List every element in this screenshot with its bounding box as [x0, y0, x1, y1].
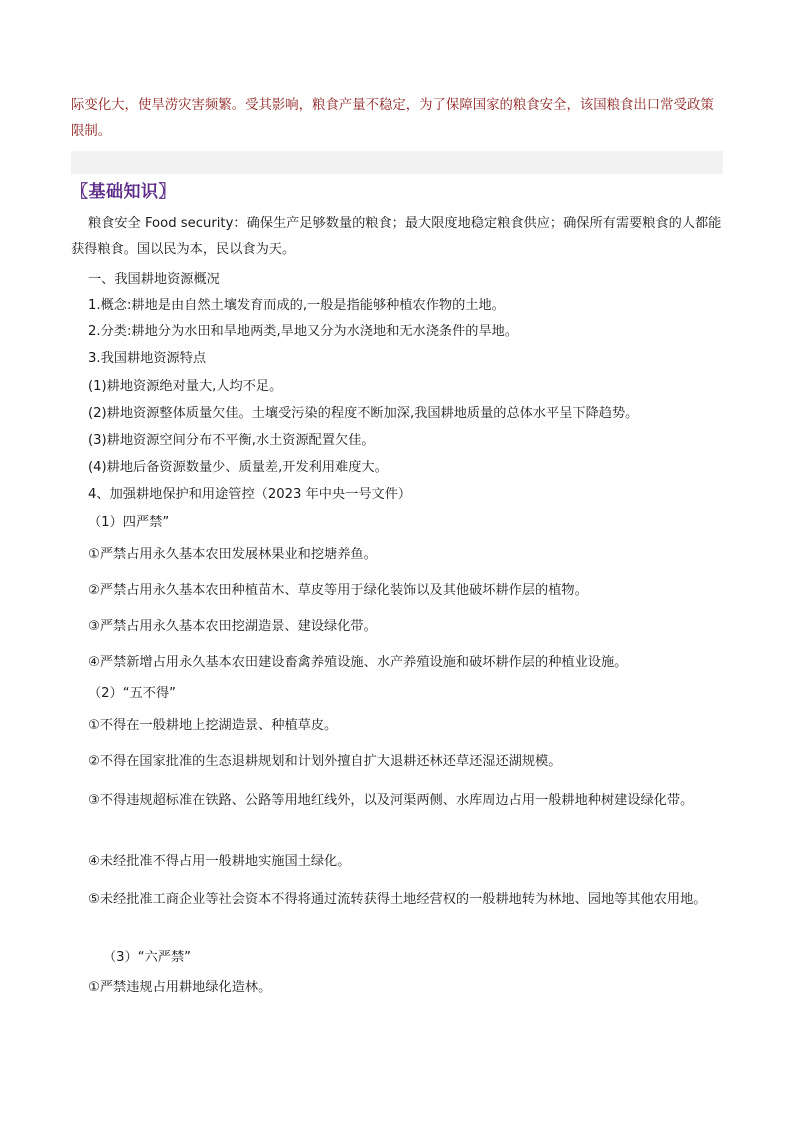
paragraph-feature-4: (4)耕地后备资源数量少、质量差,开发利用难度大。	[88, 460, 388, 475]
section-heading: 〖基础知识〗	[71, 182, 176, 202]
paragraph-item: ④严禁新增占用永久基本农田建设畜禽养殖设施、水产养殖设施和破坏耕作层的种植业设施。	[88, 655, 628, 670]
paragraph-concept: 1.概念:耕地是由自然土壤发育而成的,一般是指能够种植农作物的土地。	[88, 298, 505, 313]
paragraph-feature-2: (2)耕地资源整体质量欠佳。土壤受污染的程度不断加深,我国耕地质量的总体水平呈下降趋势。	[88, 406, 639, 421]
paragraph-item: ⑤未经批准工商企业等社会资本不得将通过流转获得土地经营权的一般耕地转为林地、园地等其他农用地。	[88, 892, 707, 907]
paragraph-section-1: 一、我国耕地资源概况	[88, 272, 220, 287]
paragraph-feature-1: (1)耕地资源绝对量大,人均不足。	[88, 379, 283, 394]
paragraph-subsection-1: （1）四严禁”	[88, 515, 170, 530]
paragraph-food-security: 粮食安全 Food security：确保生产足够数量的粮食；最大限度地稳定粮食供应；确保所有需要粮食的人都能获得粮食。国以民为本，民以食为天。	[71, 216, 722, 257]
paragraph-item: ③不得违规超标准在铁路、公路等用地红线外，以及河渠两侧、水库周边占用一般耕地种树建设绿化带。	[88, 793, 694, 808]
section-divider-bar	[71, 151, 723, 174]
paragraph-item: ①严禁违规占用耕地绿化造林。	[88, 980, 272, 995]
paragraph-features-title: 3.我国耕地资源特点	[88, 351, 207, 366]
paragraph-item: ④未经批准不得占用一般耕地实施国土绿化。	[88, 854, 351, 869]
paragraph-item: ③严禁占用永久基本农田挖湖造景、建设绿化带。	[88, 619, 377, 634]
paragraph-feature-3: (3)耕地资源空间分布不平衡,水土资源配置欠佳。	[88, 433, 375, 448]
paragraph-section-4: 4、加强耕地保护和用途管控（2023 年中央一号文件）	[88, 487, 412, 502]
intro-paragraph: 际变化大，使旱涝灾害频繁。受其影响，粮食产量不稳定，为了保障国家的粮食安全，该国粮食出口常受政策限制。	[71, 98, 714, 139]
paragraph-subsection-3: （3）“六严禁”	[103, 950, 191, 965]
paragraph-subsection-2: （2）“五不得”	[88, 686, 176, 701]
paragraph-item: ①严禁占用永久基本农田发展林果业和挖塘养鱼。	[88, 547, 377, 562]
paragraph-item: ②不得在国家批准的生态退耕规划和计划外擅自扩大退耕还林还草还湿还湖规模。	[88, 754, 562, 769]
paragraph-classification: 2.分类:耕地分为水田和旱地两类,旱地又分为水浇地和无水浇条件的旱地。	[88, 324, 519, 339]
paragraph-item: ①不得在一般耕地上挖湖造景、种植草皮。	[88, 718, 338, 733]
paragraph-item: ②严禁占用永久基本农田种植苗木、草皮等用于绿化装饰以及其他破坏耕作层的植物。	[88, 583, 588, 598]
